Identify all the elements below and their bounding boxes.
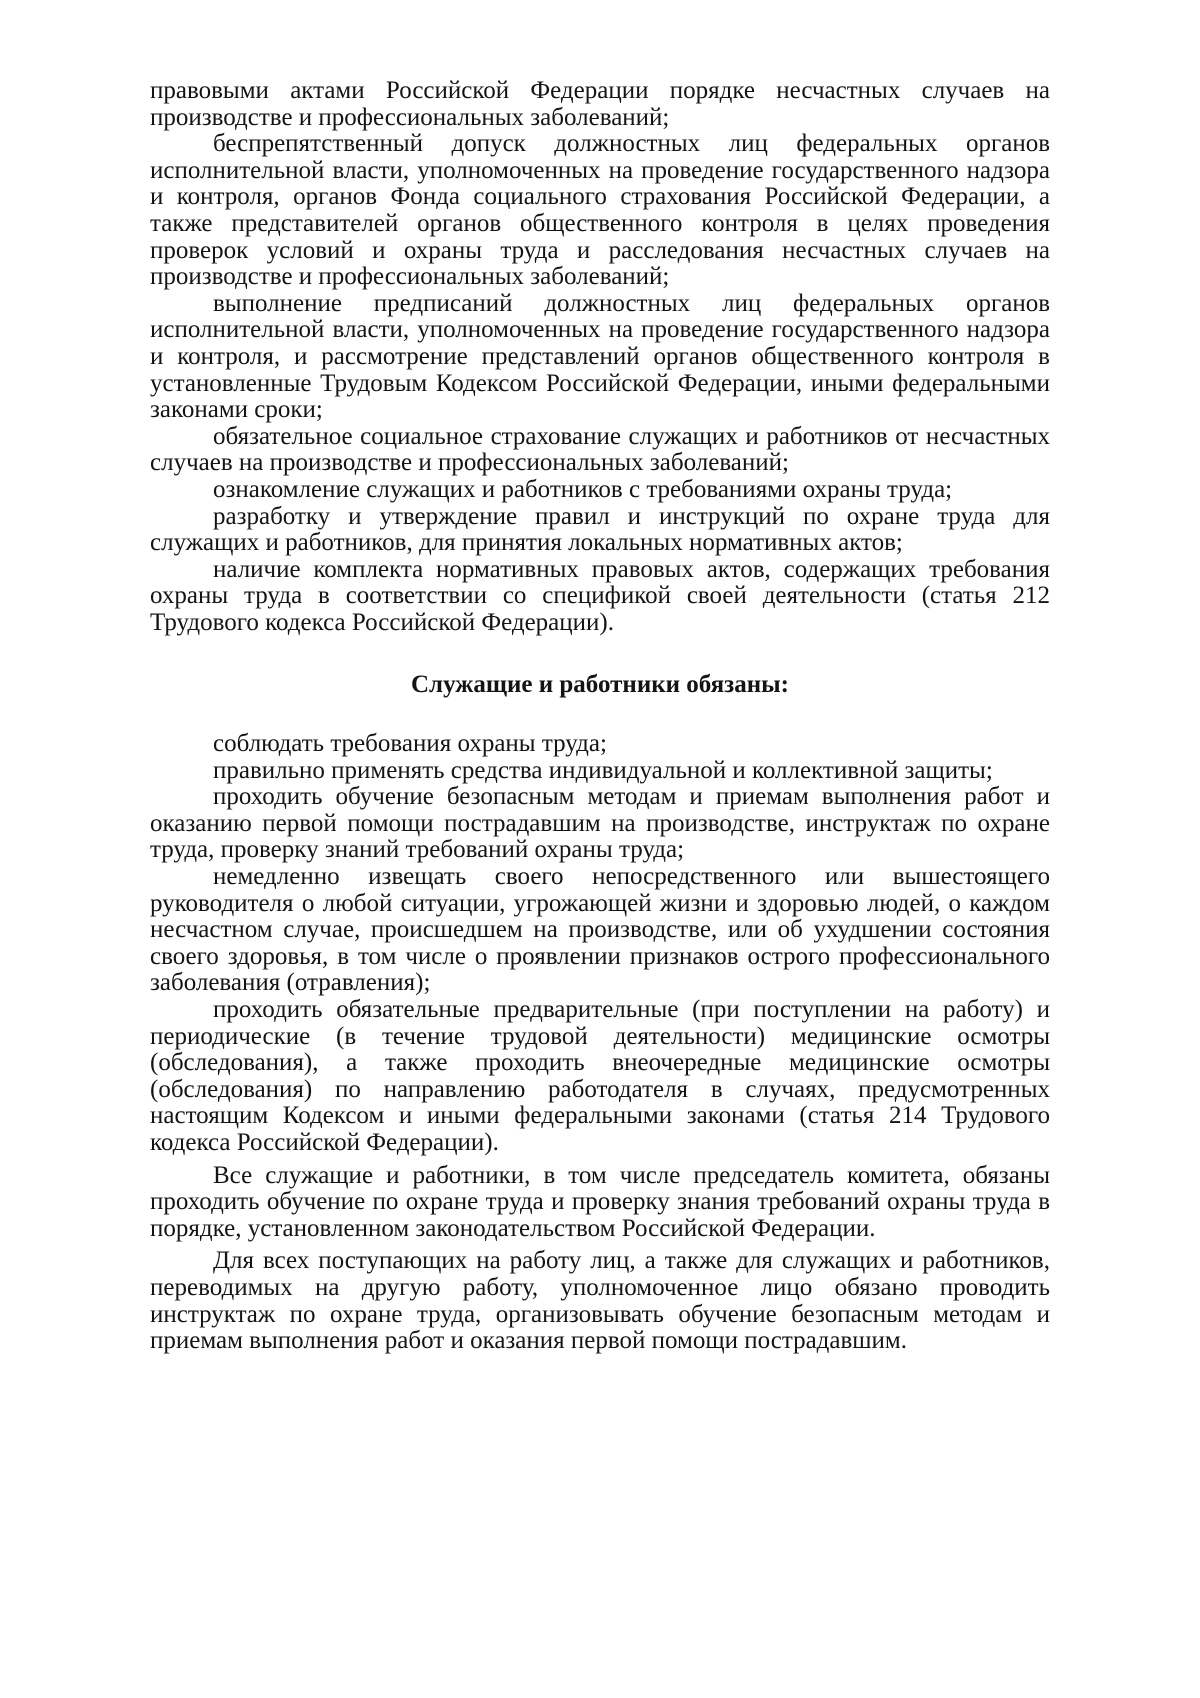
- paragraph-prescriptions: выполнение предписаний должностных лиц федеральных органов исполнительной власти, уполномоченных на проведение государственного надзора и контроля, и рассмотрение представлений органов общественного контроля в установленные Трудовым Кодексом Российской Федерации, иными федеральными законами сроки;: [150, 289, 1050, 424]
- document-page: [150, 78, 1050, 1355]
- paragraph-access: беспрепятственный допуск должностных лиц федеральных органов исполнительной власти, уполномоченных на проведение государственного надзора и контроля, органов Фонда социального страхования Российской Федерации, а также представителей органов общественного контроля в целях проведения проверок условий и охраны труда и расследования несчастных случаев на производстве и профессиональных заболеваний;: [150, 130, 1050, 291]
- paragraph-familiarization: ознакомление служащих и работников с требованиями охраны труда;: [213, 475, 953, 503]
- paragraph-duty-notify: немедленно извещать своего непосредственного или вышестоящего руководителя о любой ситуации, угрожающей жизни и здоровью людей, о каждом несчастном случае, происшедшем на производстве, или об ухудшении состояния своего здоровья, в том числе о проявлении признаков острого профессионального заболевания (отравления);: [150, 863, 1050, 997]
- paragraph-rules-development: разработку и утверждение правил и инструкций по охране труда для служащих и работников, для принятия локальных нормативных актов;: [150, 502, 1050, 557]
- paragraph-insurance: обязательное социальное страхование служащих и работников от несчастных случаев на производстве и профессиональных заболеваний;: [150, 422, 1050, 477]
- paragraph-new-employees: Для всех поступающих на работу лиц, а также для служащих и работников, переводимых на другую работу, уполномоченное лицо обязано проводить инструктаж по охране труда, организовывать обучение безопасным методам и приемам выполнения работ и оказания первой помощи пострадавшим.: [150, 1247, 1050, 1355]
- paragraph-duty-training: проходить обучение безопасным методам и приемам выполнения работ и оказанию первой помощи пострадавшим на производстве, инструктаж по охране труда, проверку знаний требований охраны труда;: [150, 783, 1050, 864]
- paragraph-duty-medical: проходить обязательные предварительные (при поступлении на работу) и периодические (в течение трудовой деятельности) медицинские осмотры (обследования), а также проходить внеочередные медицинские осмотры (обследования) по направлению работодателя в случаях, предусмотренных настоящим Кодексом и иными федеральными законами (статья 214 Трудового кодекса Российской Федерации).: [150, 996, 1050, 1156]
- paragraph-duty-protection: правильно применять средства индивидуальной и коллективной защиты;: [213, 756, 993, 784]
- paragraph-all-employees: Все служащие и работники, в том числе председатель комитета, обязаны проходить обучение по охране труда и проверку знания требований охраны труда в порядке, установленном законодательством Российской Федерации.: [150, 1161, 1050, 1242]
- paragraph-intro-continuation: правовыми актами Российской Федерации порядке несчастных случаев на производстве и профессиональных заболеваний;: [150, 77, 1050, 131]
- paragraph-duty-comply: соблюдать требования охраны труда;: [213, 730, 607, 758]
- paragraph-normative-acts: наличие комплекта нормативных правовых актов, содержащих требования охраны труда в соответствии со спецификой своей деятельности (статья 212 Трудового кодекса Российской Федерации).: [150, 555, 1050, 636]
- section-heading: Служащие и работники обязаны:: [411, 671, 789, 699]
